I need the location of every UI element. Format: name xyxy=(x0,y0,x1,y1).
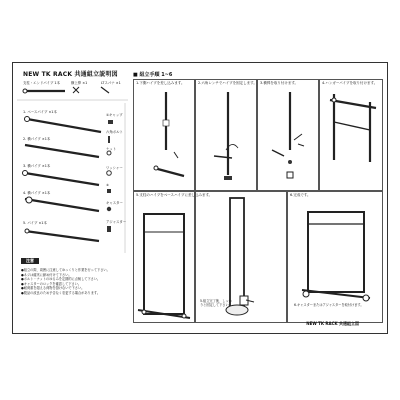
note-item: ●耐荷重を超える荷物を掛けないで下さい。 xyxy=(21,286,85,291)
sheet-title: NEW TK RACK 共通組立説明図 xyxy=(23,71,118,78)
hw-label-6: キャスター xyxy=(106,201,123,205)
step-6-caption: 6.完成です。 xyxy=(290,193,311,197)
hw-label-3: ナット xyxy=(106,147,117,151)
step-5b-note: 5.組立完了後、しっかりと固定して下さい。 xyxy=(200,299,232,307)
step-6-note: 6.キャスターまたはアジャスターを取付けます。 xyxy=(294,303,364,307)
part-label-2: 2. 横パイプ ×1本 xyxy=(23,137,51,141)
hw-label-5: ② xyxy=(106,183,110,187)
step-3-caption: 3.横棒を取り付けます。 xyxy=(260,81,299,85)
step-2-caption: 2.六角レンチでハイプを固定します。 xyxy=(198,81,257,85)
hw-label-7: アジャスター xyxy=(106,220,127,224)
assembly-header: ■ 組立手順 1~6 xyxy=(133,72,173,78)
instruction-sheet xyxy=(12,62,388,334)
note-item: ●製品の改良のため予告なく変更する場合があります。 xyxy=(21,290,101,295)
step-4-caption: 4.ハンガーパイプを取り付けます。 xyxy=(322,81,378,85)
part-label-5: 5. パイプ ×1本 xyxy=(23,221,47,225)
hw-label-4: ワッシャー xyxy=(106,166,123,170)
part-top-label-3: LTスパナ ×1 xyxy=(101,81,121,85)
step-4-box xyxy=(319,79,383,191)
footer-title: NEW TK RACK 共通組立図 xyxy=(306,321,359,326)
step-6-box xyxy=(287,191,383,323)
notes-header: 注意 xyxy=(21,258,39,264)
part-top-label-1: 支柱・エンドパイプ 1本 xyxy=(23,81,60,85)
note-item: ●組立の際、周囲に注意してゆっくりと作業を行って下さい。 xyxy=(21,268,110,272)
part-label-1: 1. ベースパイプ ×1本 xyxy=(23,110,57,114)
part-top-label-2: 横上棒 ×1 xyxy=(71,81,88,85)
step-3-box xyxy=(257,79,319,191)
step-5b-box xyxy=(195,191,287,323)
step-1-caption: 1.下側ハイプを差し込みます。 xyxy=(136,81,185,85)
notes-list xyxy=(21,268,126,296)
step-1-box xyxy=(133,79,195,191)
step-5-caption: 5.支柱のハイプをベースハイプに差し込みます。 xyxy=(136,193,213,197)
part-label-4: 4. 横パイプ ×1本 xyxy=(23,191,51,195)
step-2-box xyxy=(195,79,257,191)
step-5-box xyxy=(133,191,213,323)
hw-label-1: ①キャップ xyxy=(106,113,123,117)
note-item: ●ボルト・ナットのゆるみを定期的に点検して下さい。 xyxy=(21,277,101,282)
part-label-3: 3. 横パイプ ×1本 xyxy=(23,164,51,168)
note-item: ●キャスターのロックを確認して下さい。 xyxy=(21,281,82,286)
hw-label-2: 六角ボルト xyxy=(106,130,123,134)
note-item: ●ネジは確実に締め付けて下さい。 xyxy=(21,272,72,277)
